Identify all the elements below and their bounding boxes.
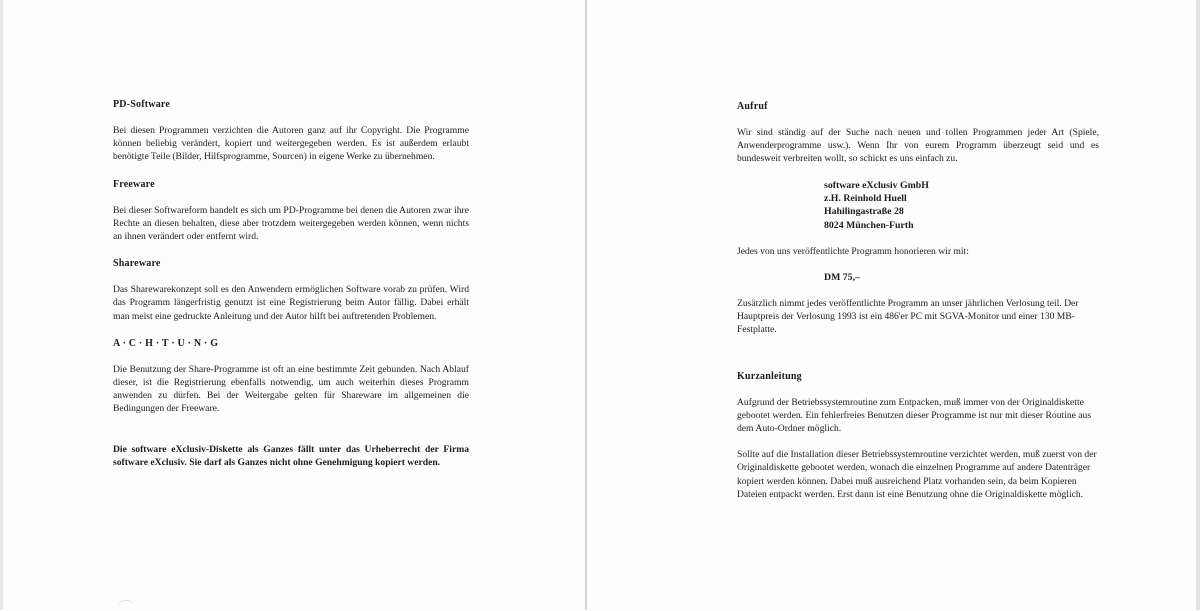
honorarium-price: DM 75,– bbox=[824, 272, 860, 283]
kurzanleitung-para-2: Sollte auf die Installation dieser Betriebssystemroutine verzichtet werden, muß zuerst von der Originaldiskette gebootet werden, wonach die einzelnen Programme auf andere Datenträger kopiert werden können. Dabei muß ausreichend Platz vorhanden sein, da beim Kopieren Dateien entpackt werden. Erst dann ist eine Benutzung ohne die Originaldiskette möglich. bbox=[737, 449, 1097, 500]
right-page-edge bbox=[1196, 0, 1200, 610]
freeware-heading: Freeware bbox=[113, 178, 155, 190]
lottery-text: Zusätzlich nimmt jedes veröffentlichte Programm an unser jährlichen Verlosung teil. Der Hauptpreis der Verlosung 1993 ist ein 486'er PC mit SGVA-Monitor und einer 130 MB-Festplatte. bbox=[737, 298, 1079, 336]
right-column bbox=[737, 100, 1099, 501]
company-address bbox=[737, 179, 1099, 232]
shareware-heading: Shareware bbox=[113, 258, 161, 270]
achtung-heading: A · C · H · T · U · N · G bbox=[113, 337, 219, 349]
pd-software-heading: PD-Software bbox=[113, 99, 170, 110]
achtung-text: Die Benutzung der Share-Programme ist oft an eine bestimmte Zeit gebunden. Nach Ablauf dieser, ist die Registrierung ebenfalls notwendig, um auch weiterhin dieses Programm anwenden zu dürfen. Bei der Weitergabe gelten für Shareware im allgemeinen die Bedingungen der Freeware. bbox=[113, 363, 469, 415]
pd-software-text: Bei diesen Programmen verzichten die Autoren ganz auf ihr Copyright. Die Programme können beliebig verändert, kopiert und weitergegeben werden. Es ist außerdem erlaubt benötigte Teile (Bilder, Hilfsprogramme, Sourcen) in eigene Werke zu übernehmen. bbox=[113, 125, 469, 163]
kurzanleitung-para-1: Aufgrund der Betriebssystemroutine zum Entpacken, muß immer von der Originaldiskette gebootet werden. Ein fehlerfreies Benutzen dieser Programme ist nur mit dieser Routine aus dem Auto-Ordner möglich. bbox=[737, 396, 1092, 435]
left-page bbox=[0, 0, 586, 610]
address-contact: z.H. Reinhold Huell bbox=[824, 192, 907, 204]
address-city: 8024 München-Furth bbox=[824, 219, 914, 231]
shareware-text: Das Sharewarekonzept soll es den Anwendern ermöglichen Software vorab zu prüfen. Wird das Programm längerfristig genutzt ist eine Registrierung beim Autor fällig. Dabei erhält man meist eine gedruckte Anleitung und der Autor hilft bei auftretenden Problemen. bbox=[113, 284, 469, 322]
address-street: Hahilingastraße 28 bbox=[824, 206, 904, 218]
kurzanleitung-heading: Kurzanleitung bbox=[737, 370, 802, 382]
address-company: software eXclusiv GmbH bbox=[824, 179, 929, 191]
honorarium-text: Jedes von uns veröffentlichte Programm honorieren wir mit: bbox=[737, 245, 969, 257]
page-smudge bbox=[118, 600, 134, 611]
aufruf-text: Wir sind ständig auf der Suche nach neuen und tollen Programmen jeder Art (Spiele, Anwenderprogramme usw.). Wenn Ihr von eurem Programm überzeugt seid und es bundesweit verbreiten wollt, so schickt es uns einfach zu. bbox=[737, 127, 1099, 165]
freeware-text: Bei dieser Softwareform handelt es sich um PD-Programme bei denen die Autoren zwar ihre Rechte an diesen behalten, diese aber trotzdem weitergegeben werden können, wenn nichts an ihnen verändert oder entfernt wird. bbox=[113, 204, 469, 243]
left-page-edge bbox=[0, 0, 3, 610]
aufruf-heading: Aufruf bbox=[737, 101, 768, 112]
right-page bbox=[587, 0, 1200, 610]
left-column bbox=[113, 98, 469, 469]
copyright-notice: Die software eXclusiv-Diskette als Ganzes fällt unter das Urheberrecht der Firma software eXclusiv. Sie darf als Ganzes nicht ohne Genehmigung kopiert werden. bbox=[113, 443, 469, 468]
